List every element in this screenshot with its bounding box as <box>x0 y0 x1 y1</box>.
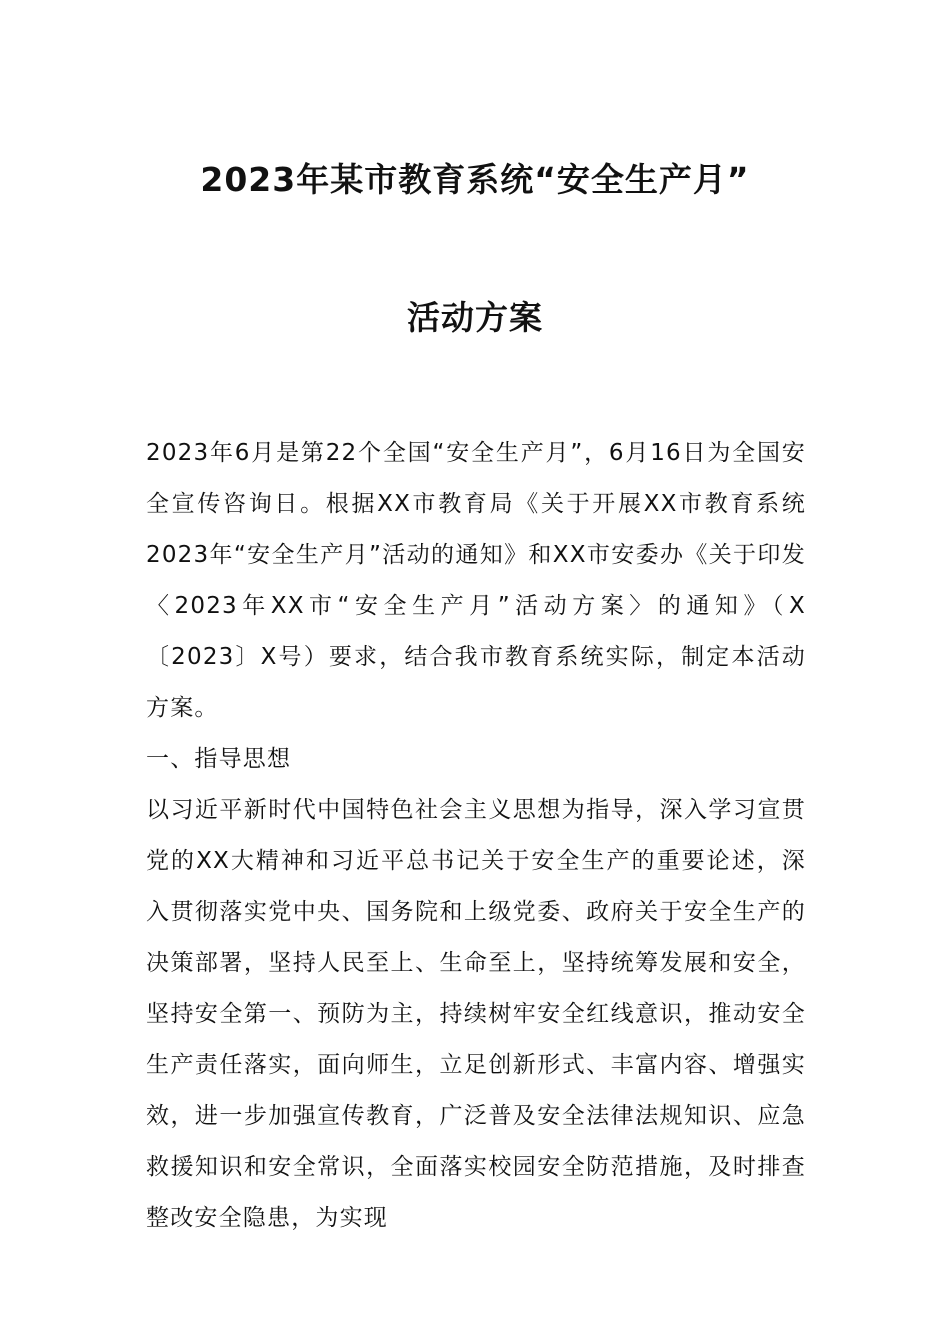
guiding-ideology-paragraph: 以习近平新时代中国特色社会主义思想为指导，深入学习宣贯党的XX大精神和习近平总书记关于安全生产的重要论述，深入贯彻落实党中央、国务院和上级党委、政府关于安全生产的决策部署，坚持人民至上、生命至上，坚持统筹发展和安全，坚持安全第一、预防为主，持续树牢安全红线意识，推动安全生产责任落实，面向师生，立足创新形式、丰富内容、增强实效，进一步加强宣传教育，广泛普及安全法律法规知识、应急救援知识和安全常识，全面落实校园安全防范措施，及时排查整改安全隐患，为实现 <box>146 797 806 1231</box>
document-title-line-2: 活动方案 <box>407 298 543 337</box>
section-heading-guiding-ideology: 一、指导思想 <box>146 746 292 772</box>
document-body <box>146 428 806 1244</box>
document-title-line-1: 2023年某市教育系统“安全生产月” <box>200 160 750 199</box>
intro-paragraph: 2023年6月是第22个全国“安全生产月”，6月16日为全国安全宣传咨询日。根据XX市教育局《关于开展XX市教育系统2023年“安全生产月”活动的通知》和XX市安委办《关于印发〈2023年XX市“安全生产月”活动方案〉的通知》（X〔2023〕X号）要求，结合我市教育系统实际，制定本活动方案。 <box>146 440 806 721</box>
